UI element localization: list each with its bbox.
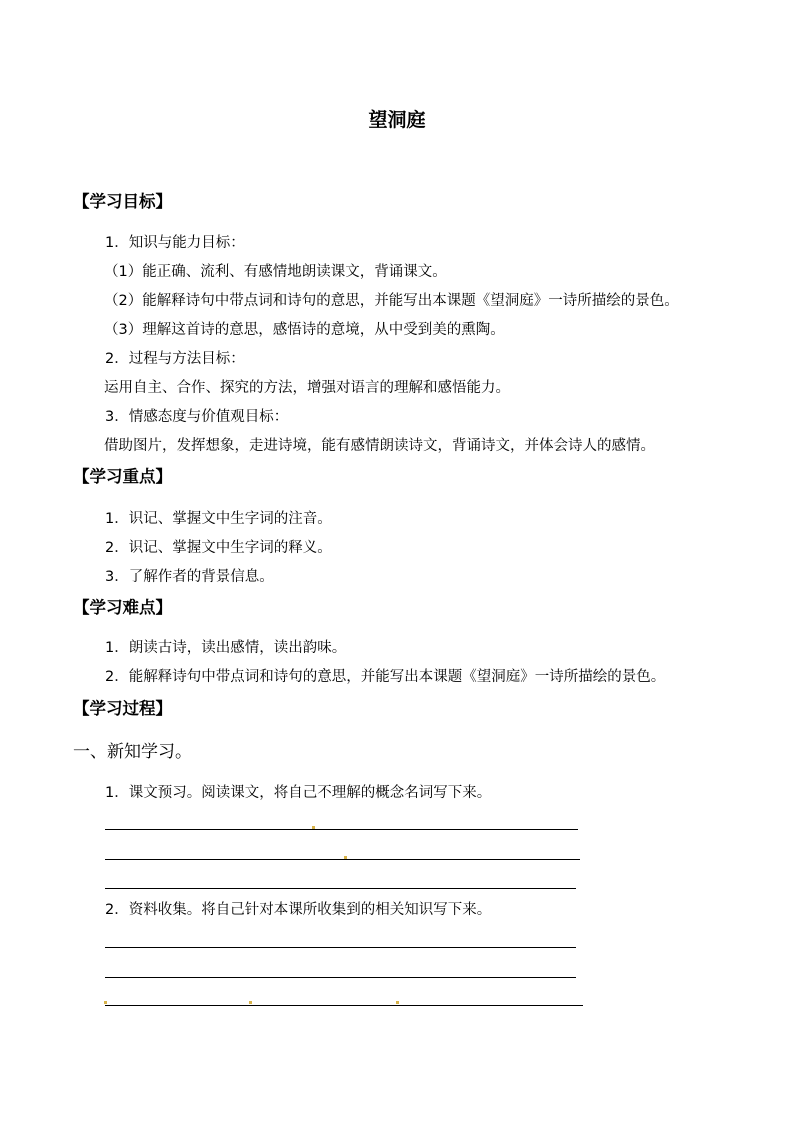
difficulty-line: 1．朗读古诗，读出感情，读出韵味。 [105, 640, 347, 656]
answer-line-mark [249, 1001, 252, 1004]
heading-objectives: 【学习目标】 [73, 192, 172, 211]
objective-line: （3）理解这首诗的意思，感悟诗的意境，从中受到美的熏陶。 [104, 322, 505, 338]
objective-line: （1）能正确、流利、有感情地朗读课文，背诵课文。 [104, 264, 447, 280]
key-point-line: 1．识记、掌握文中生字词的注音。 [105, 511, 332, 527]
task1-instruction: 1．课文预习。阅读课文，将自己不理解的概念名词写下来。 [105, 785, 492, 801]
answer-line-mark [312, 826, 315, 829]
difficulty-line: 2．能解释诗句中带点词和诗句的意思，并能写出本课题《望洞庭》一诗所描绘的景色。 [105, 669, 666, 685]
key-point-line: 3．了解作者的背景信息。 [105, 569, 274, 585]
answer-line[interactable] [105, 977, 576, 978]
page-title: 望洞庭 [368, 109, 426, 131]
objective-line: 2．过程与方法目标： [105, 351, 245, 367]
part1-title: 一、新知学习。 [73, 742, 192, 762]
heading-key-points: 【学习重点】 [73, 467, 172, 486]
objective-line: （2）能解释诗句中带点词和诗句的意思，并能写出本课题《望洞庭》一诗所描绘的景色。 [104, 293, 679, 309]
heading-process: 【学习过程】 [73, 699, 172, 718]
answer-line[interactable] [105, 829, 578, 830]
answer-line[interactable] [105, 947, 576, 948]
answer-line-mark [104, 1001, 107, 1004]
answer-line[interactable] [105, 888, 576, 889]
answer-line-mark [344, 856, 347, 859]
objective-line: 3．情感态度与价值观目标： [105, 409, 289, 425]
objective-line: 借助图片，发挥想象，走进诗境，能有感情朗读诗文，背诵诗文，并体会诗人的感情。 [104, 438, 655, 454]
heading-difficulties: 【学习难点】 [73, 598, 172, 617]
objective-line: 运用自主、合作、探究的方法，增强对语言的理解和感悟能力。 [104, 380, 510, 396]
answer-line[interactable] [105, 859, 580, 860]
objective-line: 1．知识与能力目标： [105, 235, 245, 251]
answer-line[interactable] [105, 1005, 583, 1006]
answer-line-mark [396, 1001, 399, 1004]
key-point-line: 2．识记、掌握文中生字词的释义。 [105, 540, 332, 556]
task2-instruction: 2．资料收集。将自己针对本课所收集到的相关知识写下来。 [105, 902, 492, 918]
